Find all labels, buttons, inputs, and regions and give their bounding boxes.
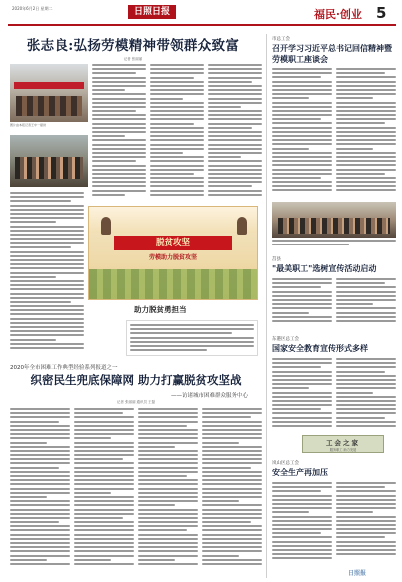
- story-body-column: [336, 278, 396, 328]
- story-body-column: [336, 68, 396, 198]
- photo-caption-lines: [272, 240, 396, 250]
- story-kicker: 岚山区总工会: [272, 461, 299, 466]
- graphic-tagline: 助力脱贫勇担当: [134, 305, 187, 314]
- banner-title: 工会之家: [326, 439, 360, 447]
- field-illustration: [89, 269, 257, 299]
- article-body-column: [10, 192, 84, 358]
- article-body-column: [74, 408, 134, 576]
- quote-box: [126, 320, 258, 356]
- news-photo: [10, 135, 88, 187]
- story-kicker: 东港区总工会: [272, 337, 299, 342]
- photo-crowd: [278, 218, 390, 234]
- graphic-subtitle: 劳模助力脱贫攻坚: [148, 254, 197, 261]
- story-kicker: 市总工会: [272, 37, 290, 42]
- story-body-column: [336, 358, 396, 432]
- story-headline: 国家安全教育宣传形式多样: [272, 343, 368, 353]
- masthead: [8, 4, 396, 26]
- story-body-column: [272, 358, 332, 432]
- banner-subtitle: 服务职工 助力发展: [329, 448, 357, 452]
- newspaper-logo: 日照日报: [128, 5, 176, 19]
- article-body-column: [138, 408, 198, 576]
- page-number: 5: [376, 4, 387, 22]
- news-photo: [272, 202, 396, 238]
- article-body-column: [92, 64, 146, 202]
- story-body-column: [336, 482, 396, 562]
- article-body-column: [208, 64, 262, 202]
- story-body-column: [272, 68, 332, 198]
- story-kicker: 莒县: [272, 257, 281, 262]
- story-body-column: [272, 278, 332, 328]
- article-headline: 张志良:弘扬劳模精神带领群众致富: [26, 38, 240, 54]
- watermark-logo: 日照报: [348, 570, 367, 577]
- article-byline: 记者 张丽丽: [123, 57, 143, 61]
- issue-date: 2020年6月2日 星期二: [12, 6, 53, 11]
- story-headline: 召开学习习近平总书记回信精神暨劳模职工座谈会: [272, 43, 392, 64]
- article-body-column: [10, 408, 70, 576]
- figure-icon: [237, 217, 247, 235]
- series-kicker: 2020年全市困难工作典型经验系列报道之一: [10, 365, 118, 371]
- photo-crowd: [16, 96, 82, 116]
- photo-caption: 图片由本报记者王中一提供: [10, 123, 47, 127]
- photo-crowd: [15, 157, 83, 179]
- story-body-column: [272, 482, 332, 566]
- story-headline: 安全生产再加压: [272, 467, 328, 477]
- article-body-column: [202, 408, 262, 576]
- article-headline: 织密民生兜底保障网 助力打赢脱贫攻坚战: [30, 373, 242, 387]
- column-divider: [266, 34, 267, 578]
- photo-banner: [14, 82, 84, 89]
- section-title: 福民·创业: [314, 8, 362, 21]
- story-headline: "最美职工"选树宣传活动启动: [272, 263, 377, 273]
- article-body-column: [150, 64, 204, 202]
- article-subheadline: ——访诸城市困难群众服务中心: [170, 393, 248, 399]
- graphic-title: 脱贫攻坚: [114, 236, 232, 250]
- figure-icon: [101, 217, 111, 235]
- article-byline: 记者 张丽丽 通讯员 王磊: [116, 400, 156, 404]
- union-home-banner: [302, 435, 384, 453]
- news-photo: [10, 64, 88, 122]
